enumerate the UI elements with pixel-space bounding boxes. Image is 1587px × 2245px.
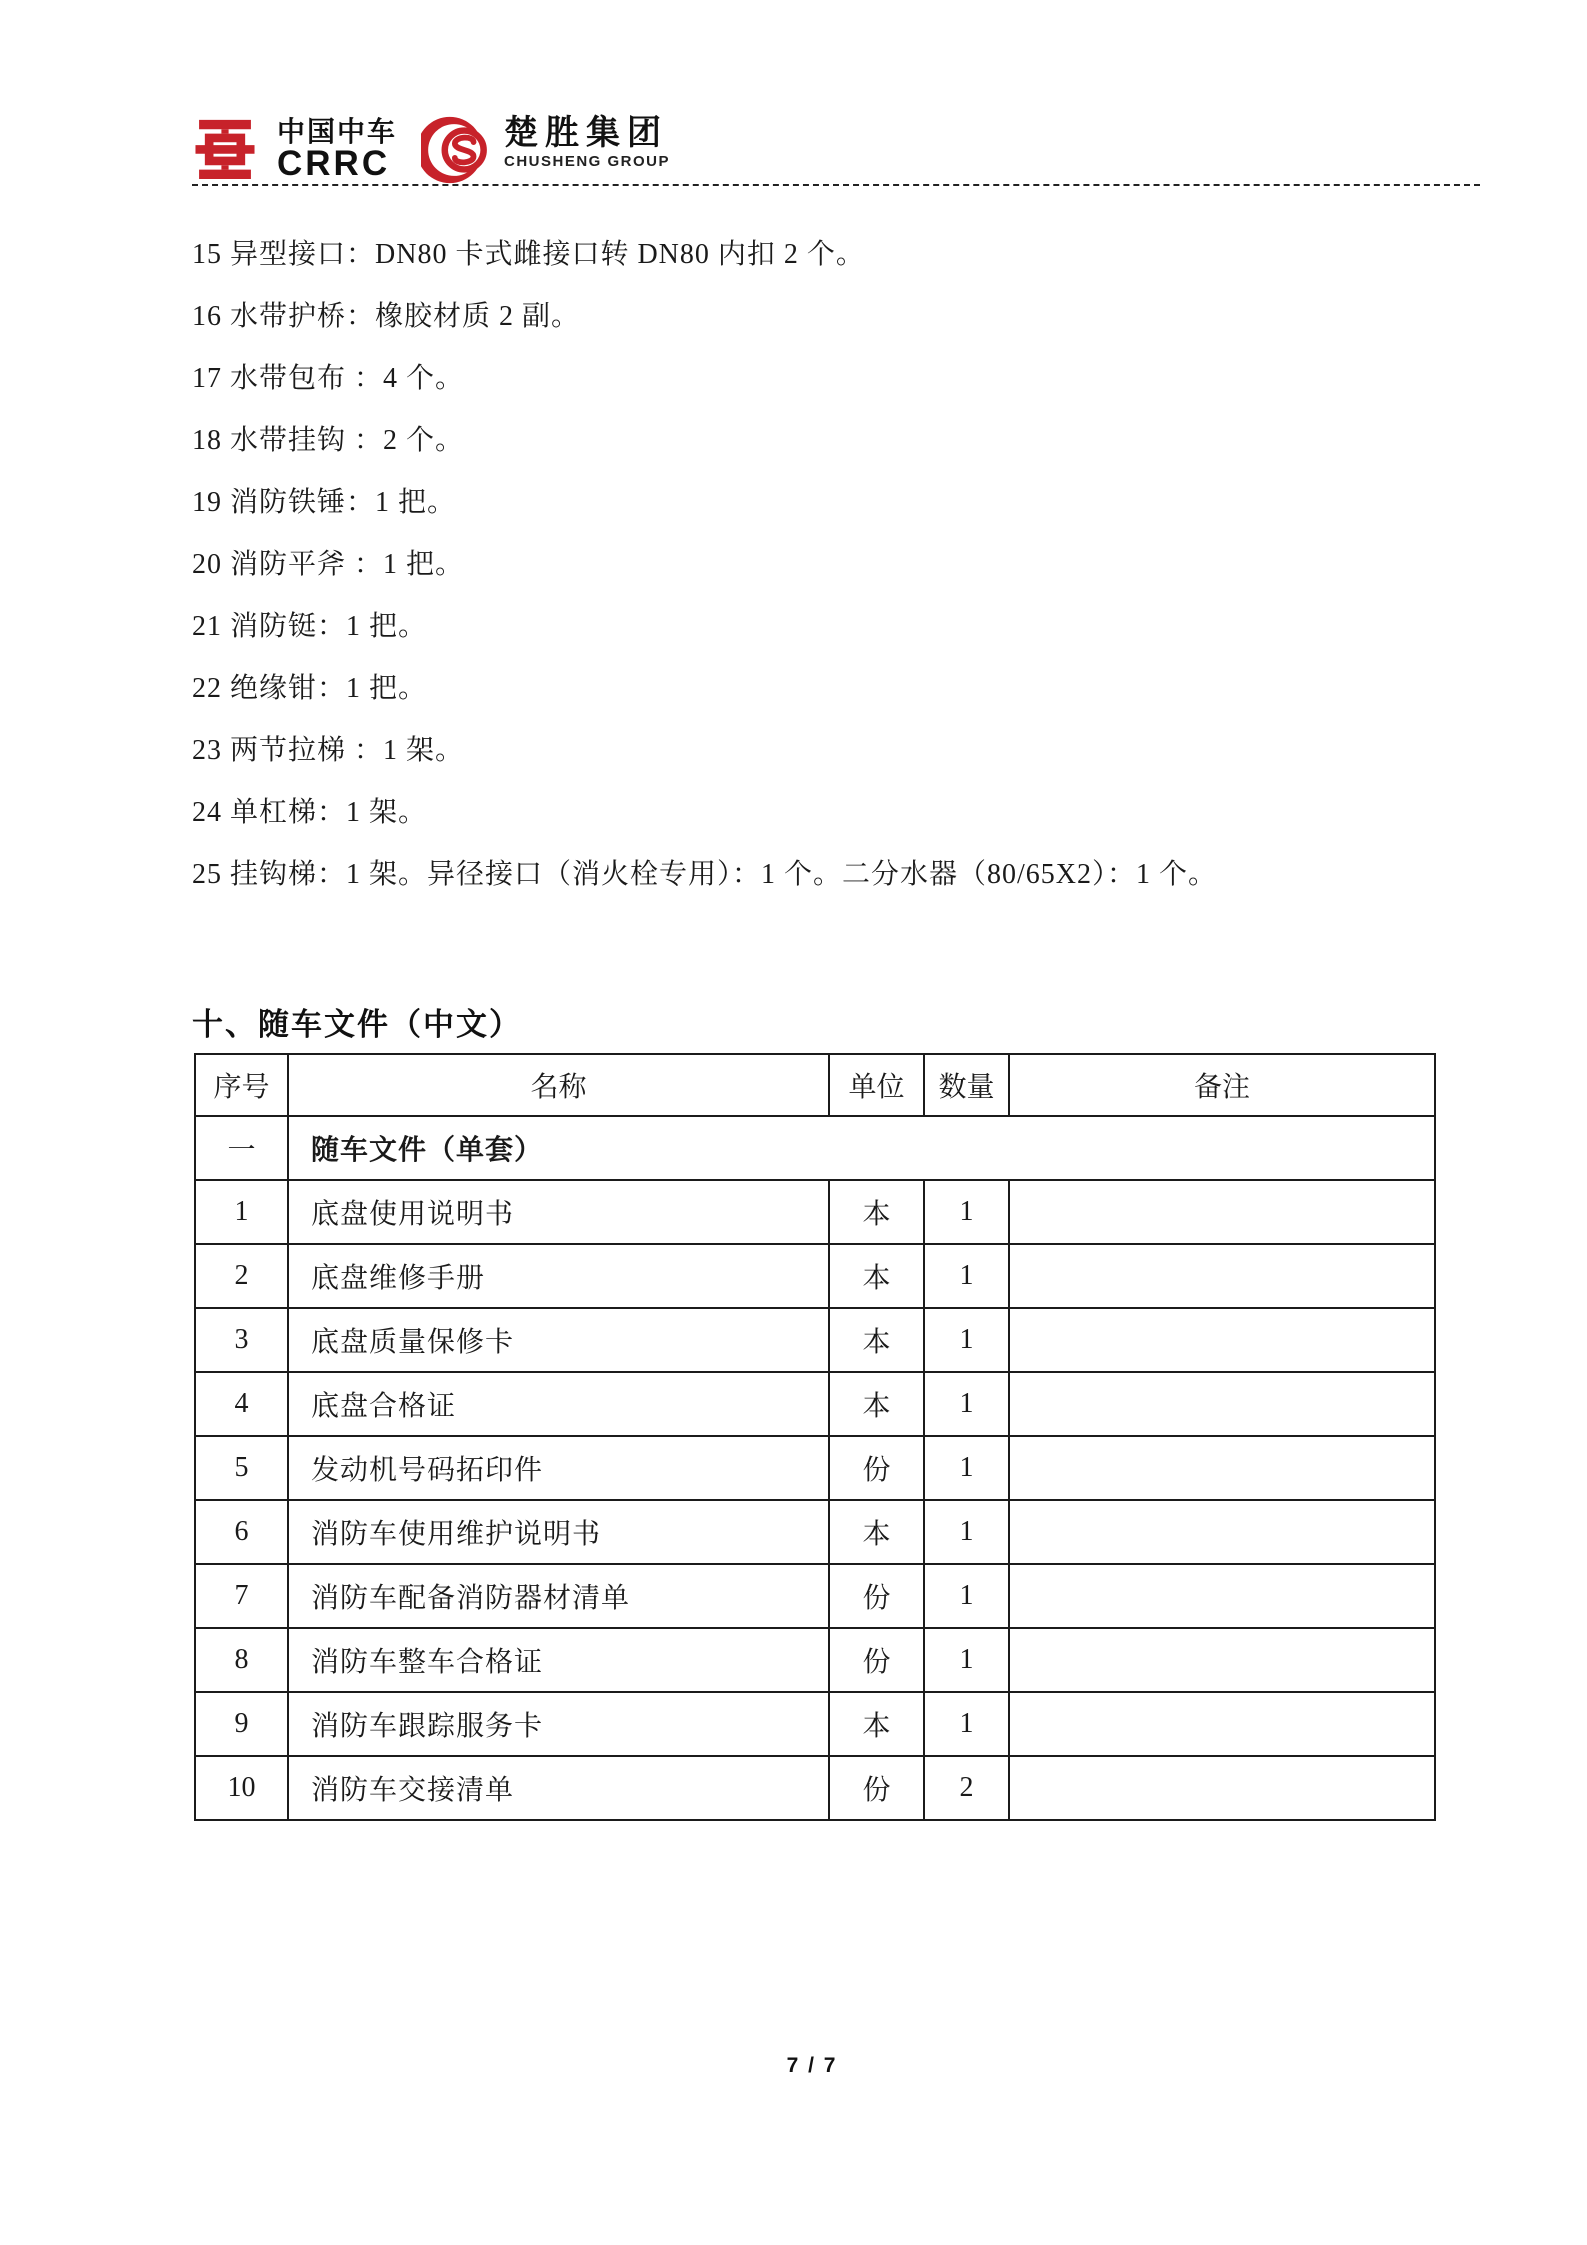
table-row [195, 1564, 1435, 1628]
cell-name: 底盘使用说明书 [288, 1180, 829, 1244]
cell-no: 6 [195, 1500, 288, 1564]
list-item: 20 消防平斧 ：1 把。 [192, 549, 465, 580]
cell-no: 2 [195, 1244, 288, 1308]
table-row [195, 1308, 1435, 1372]
letterhead-divider [192, 184, 1480, 186]
table-header-row [195, 1054, 1435, 1116]
crrc-latin-name: CRRC [277, 144, 391, 183]
chusheng-latin-name: CHUSHENG GROUP [504, 153, 671, 170]
cell-note [1009, 1180, 1435, 1244]
table-row [195, 1436, 1435, 1500]
cell-no: 9 [195, 1692, 288, 1756]
cell-name: 消防车使用维护说明书 [288, 1500, 829, 1564]
cell-name: 消防车交接清单 [288, 1756, 829, 1820]
crrc-chinese-name: 中国中车 [277, 116, 398, 147]
cell-unit: 本 [829, 1500, 924, 1564]
chusheng-chinese-name: 楚胜集团 [504, 114, 668, 152]
list-item: 15 异型接口：DN80 卡式雌接口转 DN80 内扣 2 个。 [192, 239, 865, 270]
cell-note [1009, 1436, 1435, 1500]
table-row [195, 1372, 1435, 1436]
cell-name: 底盘质量保修卡 [288, 1308, 829, 1372]
cell-note [1009, 1692, 1435, 1756]
group-row-no: 一 [195, 1116, 288, 1180]
cell-unit: 本 [829, 1692, 924, 1756]
crrc-logo-icon [189, 111, 261, 185]
cell-qty: 1 [924, 1564, 1009, 1628]
cell-qty: 1 [924, 1180, 1009, 1244]
list-item: 25 挂钩梯：1 架。异径接口（消火栓专用）：1 个。二分水器（80/65X2）：1 个。 [192, 859, 1218, 890]
cell-note [1009, 1372, 1435, 1436]
cell-qty: 1 [924, 1500, 1009, 1564]
cell-note [1009, 1628, 1435, 1692]
cell-qty: 1 [924, 1244, 1009, 1308]
cell-note [1009, 1564, 1435, 1628]
cell-name: 发动机号码拓印件 [288, 1436, 829, 1500]
cell-no: 10 [195, 1756, 288, 1820]
table-row [195, 1756, 1435, 1820]
table-row [195, 1692, 1435, 1756]
cell-name: 消防车配备消防器材清单 [288, 1564, 829, 1628]
cell-qty: 1 [924, 1628, 1009, 1692]
list-item: 16 水带护桥：橡胶材质 2 副。 [192, 301, 581, 332]
cell-name: 消防车整车合格证 [288, 1628, 829, 1692]
table-row [195, 1628, 1435, 1692]
section-title: 十、随车文件（中文） [192, 1007, 522, 1042]
cell-unit: 份 [829, 1564, 924, 1628]
col-header-unit: 单位 [829, 1054, 924, 1116]
list-item: 19 消防铁锤：1 把。 [192, 487, 457, 518]
col-header-note: 备注 [1009, 1054, 1435, 1116]
cell-unit: 份 [829, 1756, 924, 1820]
cell-qty: 2 [924, 1756, 1009, 1820]
cell-note [1009, 1756, 1435, 1820]
col-header-name: 名称 [288, 1054, 829, 1116]
list-item: 17 水带包布 ：4 个。 [192, 363, 465, 394]
cell-no: 7 [195, 1564, 288, 1628]
cell-unit: 本 [829, 1244, 924, 1308]
col-header-qty: 数量 [924, 1054, 1009, 1116]
col-header-no: 序号 [195, 1054, 288, 1116]
crrc-wordmark [277, 116, 398, 183]
list-item: 21 消防铤：1 把。 [192, 611, 428, 642]
cell-no: 3 [195, 1308, 288, 1372]
list-item: 24 单杠梯：1 架。 [192, 797, 428, 828]
cell-qty: 1 [924, 1692, 1009, 1756]
list-item: 18 水带挂钩 ：2 个。 [192, 425, 465, 456]
table-row [195, 1244, 1435, 1308]
cell-qty: 1 [924, 1372, 1009, 1436]
table-group-row [195, 1116, 1435, 1180]
accompanying-documents-table [194, 1053, 1436, 1821]
cell-note [1009, 1500, 1435, 1564]
group-row-name: 随车文件（单套） [288, 1116, 1435, 1180]
cell-note [1009, 1308, 1435, 1372]
cell-name: 底盘维修手册 [288, 1244, 829, 1308]
cell-unit: 本 [829, 1180, 924, 1244]
cell-qty: 1 [924, 1308, 1009, 1372]
cell-no: 5 [195, 1436, 288, 1500]
cell-unit: 本 [829, 1308, 924, 1372]
cell-name: 消防车跟踪服务卡 [288, 1692, 829, 1756]
cell-unit: 份 [829, 1436, 924, 1500]
table-row [195, 1500, 1435, 1564]
cell-unit: 本 [829, 1372, 924, 1436]
cell-unit: 份 [829, 1628, 924, 1692]
cell-note [1009, 1244, 1435, 1308]
cell-no: 8 [195, 1628, 288, 1692]
cell-no: 1 [195, 1180, 288, 1244]
list-item: 23 两节拉梯 ：1 架。 [192, 735, 465, 766]
page-number: 7 / 7 [786, 2054, 838, 2077]
chusheng-wordmark [504, 113, 670, 171]
cell-qty: 1 [924, 1436, 1009, 1500]
cell-name: 底盘合格证 [288, 1372, 829, 1436]
table-row [195, 1180, 1435, 1244]
equipment-list [192, 221, 1452, 903]
cell-no: 4 [195, 1372, 288, 1436]
list-item: 22 绝缘钳：1 把。 [192, 673, 428, 704]
chusheng-logo-icon [421, 114, 493, 186]
